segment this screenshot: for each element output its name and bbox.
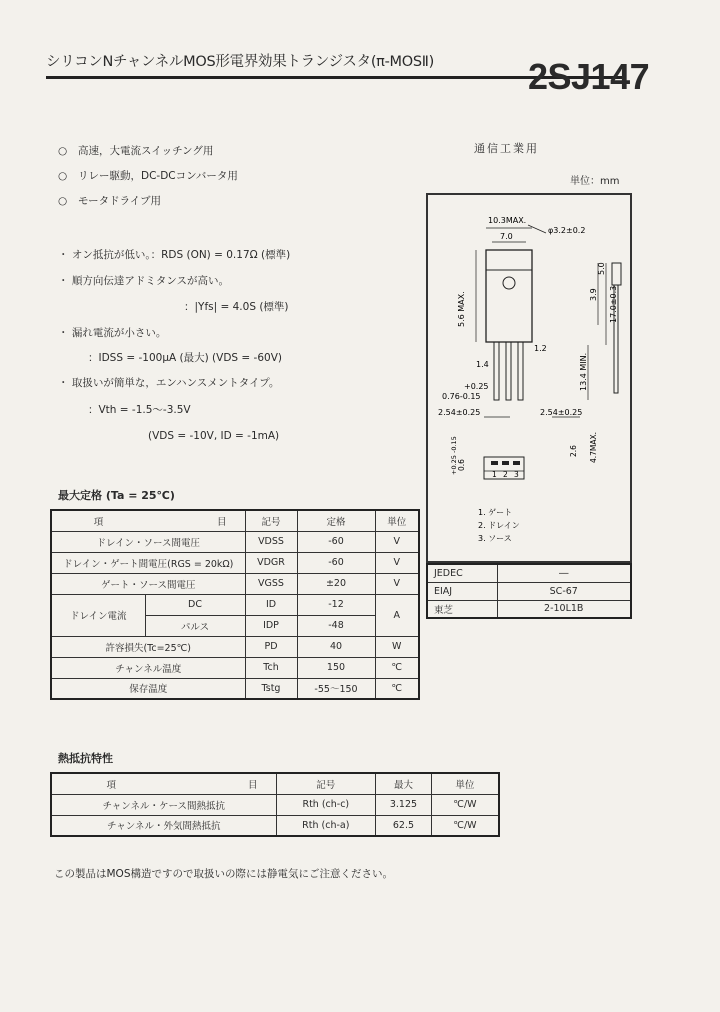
table-row: ドレイン電流 DC ID -12 A <box>51 594 419 615</box>
dim-height: 5.6 MAX. <box>457 291 466 327</box>
spec-leakage: ・ 漏れ電流が小さい。 <box>58 327 167 339</box>
ratings-table <box>50 509 420 700</box>
table-row: ドレイン・ゲート間電圧(RGS = 20kΩ) VDGR -60 V <box>51 552 419 573</box>
dim-t1: 1.2 <box>534 344 547 353</box>
dim-h3: 5.0 <box>597 262 606 275</box>
spec-enhancement: ・ 取扱いが簡単な，エンハンスメントタイプ。 <box>58 377 280 389</box>
document-title: シリコンNチャンネルMOS形電界効果トランジスタ(π-MOSⅡ) <box>46 54 434 70</box>
part-number: 2SJ147 <box>528 56 650 97</box>
table-row: ドレイン・ソース間電圧 VDSS -60 V <box>51 531 419 552</box>
spec-threshold: ：Vth = -1.5～-3.5V <box>88 404 191 416</box>
dim-lead-width: 0.76-0.15 <box>442 392 481 401</box>
feature-item: ○ 高速，大電流スイッチング用 <box>58 145 214 157</box>
table-header: 項 目 記号 定格 単位 <box>51 510 419 531</box>
lead-3 <box>518 342 523 400</box>
standard-row: 東芝 2-10L1B <box>427 600 631 618</box>
pin-number: 1 <box>492 470 497 479</box>
table-row: パルス IDP -48 <box>51 615 419 636</box>
spec-admittance: ・ 順方向伝達アドミタンスが高い。 <box>58 275 230 287</box>
table-row: 許容損失(Tc=25℃) PD 40 W <box>51 636 419 657</box>
dim-h4: 17.0±0.3 <box>609 285 618 323</box>
table-row: チャンネル・ケース間熱抵抗 Rth (ch-c) 3.125 ℃/W <box>51 794 499 815</box>
spec-on-resistance: ・ オン抵抗が低い。：RDS (ON) = 0.17Ω (標準) <box>58 249 291 261</box>
side-view-tab <box>612 263 621 285</box>
lead-2 <box>506 342 511 400</box>
dim-lead-length: 13.4 MIN. <box>579 352 588 391</box>
lead-1 <box>494 342 499 400</box>
table-row: 保存温度 Tstg -55～150 ℃ <box>51 678 419 699</box>
mount-hole <box>503 277 515 289</box>
dim-tol: +0.25 <box>464 382 489 391</box>
dim-pitch-2: 2.54±0.25 <box>540 408 583 417</box>
dim-width-inner: 7.0 <box>500 232 513 241</box>
pin-legend-gate: 1. ゲート <box>478 508 513 517</box>
package-drawing <box>426 193 632 563</box>
package-body <box>486 250 532 342</box>
unit-label: 単位：mm <box>570 176 620 187</box>
feature-item: ○ リレー駆動，DC-DCコンバータ用 <box>58 170 238 182</box>
dim-t2: 1.4 <box>476 360 489 369</box>
table-header: 項 目 記号 最大 単位 <box>51 773 499 794</box>
table-row: ゲート・ソース間電圧 VGSS ±20 V <box>51 573 419 594</box>
dim-s1-tolerance: +0.25 -0.15 <box>450 436 458 475</box>
dim-pitch-1: 2.54±0.25 <box>438 408 481 417</box>
standard-row: JEDEC ― <box>427 564 631 582</box>
table-row: チャンネル・外気間熱抵抗 Rth (ch-a) 62.5 ℃/W <box>51 815 499 836</box>
pin-number: 2 <box>503 470 508 479</box>
pin-number: 3 <box>514 470 519 479</box>
feature-list <box>58 143 238 218</box>
ratings-heading: 最大定格 (Ta = 25℃) <box>58 489 175 502</box>
esd-caution-note: この製品はMOS構造ですので取扱いの際には静電気にご注意ください。 <box>54 868 393 880</box>
spec-threshold-condition: (VDS = -10V, ID = -1mA) <box>148 430 280 442</box>
pin-legend-drain: 2. ドレイン <box>478 521 520 530</box>
dim-s1: 0.6 <box>457 459 466 471</box>
package-outline-svg <box>428 195 630 561</box>
pin-legend-source: 3. ソース <box>478 534 512 543</box>
spec-admittance-value: ：|Yfs| = 4.0S (標準) <box>184 301 289 313</box>
feature-item: ○ モータドライブ用 <box>58 195 161 207</box>
table-row: チャンネル温度 Tch 150 ℃ <box>51 657 419 678</box>
dim-s3: 4.7MAX. <box>589 431 598 463</box>
dim-h2: 3.9 <box>589 288 598 301</box>
spec-leakage-value: ：IDSS = -100μA (最大) (VDS = -60V) <box>88 352 282 364</box>
standard-row: EIAJ SC-67 <box>427 582 631 600</box>
dim-s2: 2.6 <box>569 445 578 457</box>
package-standards <box>426 563 632 619</box>
dim-hole: φ3.2±0.2 <box>548 226 586 235</box>
thermal-table <box>50 772 500 837</box>
thermal-heading: 熱抵抗特性 <box>58 752 113 765</box>
application-label: 通信工業用 <box>474 142 539 155</box>
dim-width: 10.3MAX. <box>488 216 527 225</box>
